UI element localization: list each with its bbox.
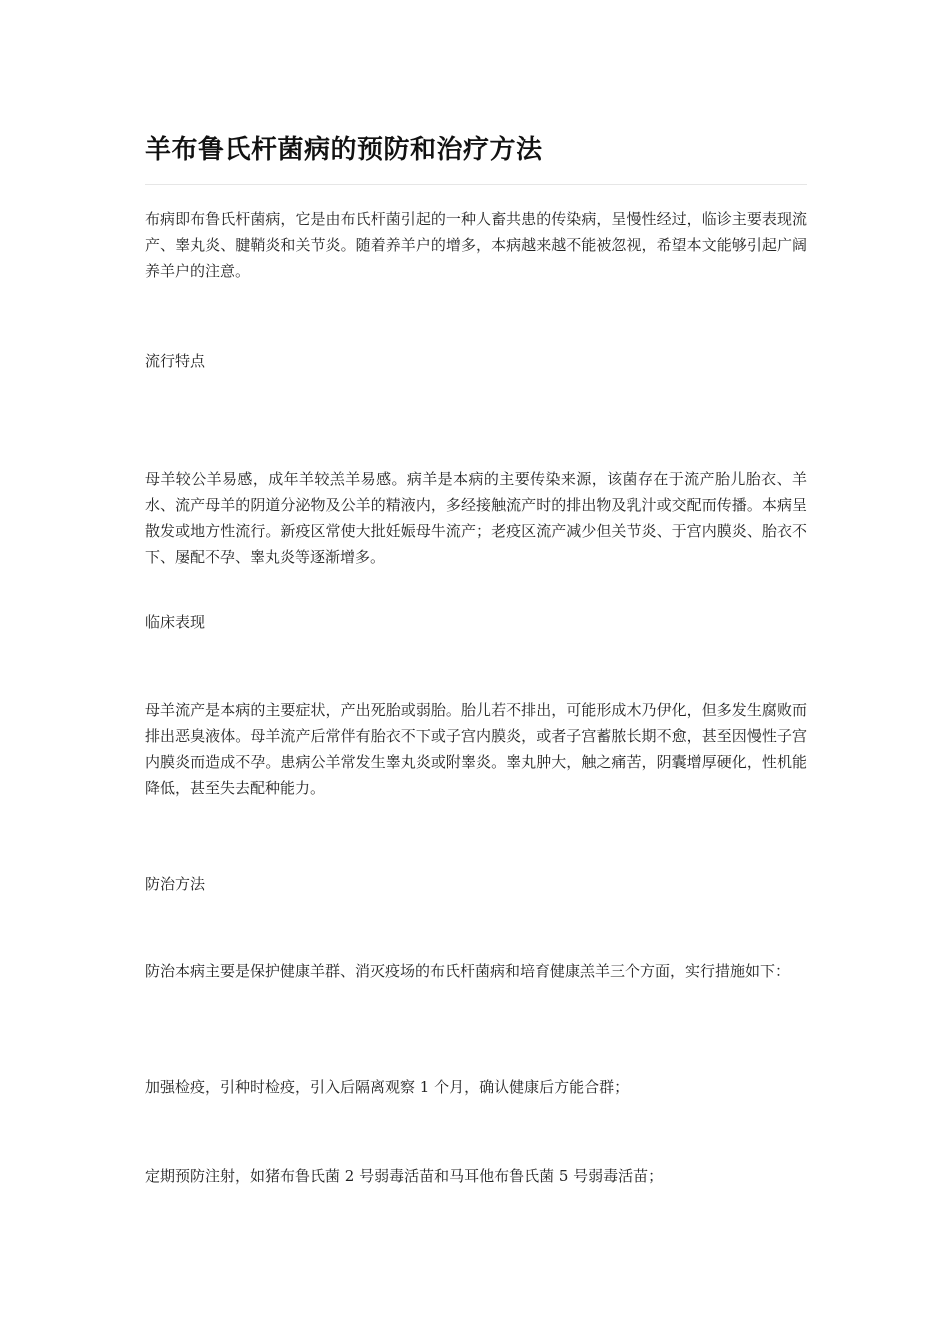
article-title: 羊布鲁氏杆菌病的预防和治疗方法	[145, 135, 543, 165]
clinical-paragraph: 母羊流产是本病的主要症状，产出死胎或弱胎。胎儿若不排出，可能形成木乃伊化，但多发生腐败而排出恶臭液体。母羊流产后常伴有胎衣不下或子宫内膜炎，或者子宫蓄脓长期不愈，甚至因慢性子宫内膜炎而造成不孕。患病公羊常发生睾丸炎或附睾炎。睾丸肿大，触之痛苦，阴囊增厚硬化，性机能降低，甚至失去配种能力。	[145, 701, 807, 797]
measure-vaccination: 定期预防注射，如猪布鲁氏菌 2 号弱毒活苗和马耳他布鲁氏菌 5 号弱毒活苗；	[145, 1167, 664, 1185]
measure-quarantine: 加强检疫，引种时检疫，引入后隔离观察 1 个月，确认健康后方能合群；	[145, 1078, 630, 1096]
title-divider	[145, 184, 807, 185]
prevention-paragraph: 防治本病主要是保护健康羊群、消灭疫场的布氏杆菌病和培育健康羔羊三个方面，实行措施如下：	[145, 962, 791, 980]
article	[145, 130, 807, 185]
section-heading-epidemiology: 流行特点	[145, 352, 206, 370]
section-heading-prevention: 防治方法	[145, 875, 206, 893]
intro-paragraph: 布病即布鲁氏杆菌病，它是由布氏杆菌引起的一种人畜共患的传染病，呈慢性经过，临诊主要表现流产、睾丸炎、腱鞘炎和关节炎。随着养羊户的增多，本病越来越不能被忽视，希望本文能够引起广阔养羊户的注意。	[145, 210, 807, 280]
epidemiology-paragraph: 母羊较公羊易感，成年羊较羔羊易感。病羊是本病的主要传染来源，该菌存在于流产胎儿胎衣、羊水、流产母羊的阴道分泌物及公羊的精液内，多经接触流产时的排出物及乳汁或交配而传播。本病呈散发或地方性流行。新疫区常使大批妊娠母牛流产；老疫区流产减少但关节炎、于宫内膜炎、胎衣不下、屡配不孕、睾丸炎等逐渐增多。	[145, 470, 807, 566]
section-heading-clinical: 临床表现	[145, 613, 206, 631]
